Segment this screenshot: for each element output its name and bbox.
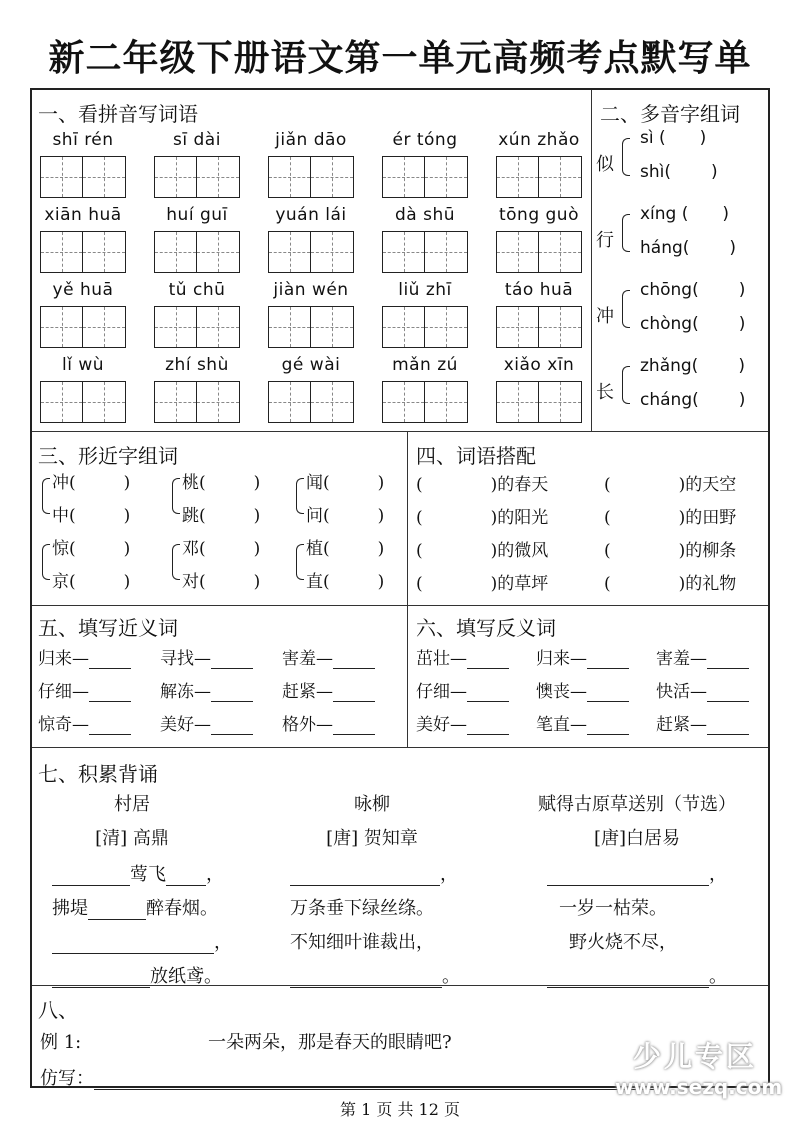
example-label: 例 1: <box>40 1032 82 1053</box>
writing-boxes[interactable] <box>496 381 582 423</box>
antonym-item[interactable]: 茁壮— <box>416 644 509 669</box>
poem-line: ， <box>290 860 458 886</box>
writing-boxes[interactable] <box>496 156 582 198</box>
pinyin-label: xún zhǎo <box>498 130 580 150</box>
similar-char-item[interactable]: 跳( ) <box>182 506 261 526</box>
section-heading: 三、形近字组词 <box>38 444 178 468</box>
poem-line: 一岁一枯荣。 <box>559 898 667 919</box>
writing-boxes[interactable] <box>496 231 582 273</box>
word-match-item[interactable]: ( )的天空 <box>604 475 737 495</box>
poem-line: ， <box>547 860 727 886</box>
pinyin-label: dà shū <box>394 205 456 225</box>
word-match-item[interactable]: ( )的田野 <box>604 508 737 528</box>
poem-line: 万条垂下绿丝绦。 <box>290 898 434 919</box>
pinyin-label: xiān huā <box>44 205 122 225</box>
pinyin-label: zhí shù <box>165 355 229 375</box>
similar-char-item[interactable]: 植( ) <box>306 539 385 559</box>
poem-title: 咏柳 <box>354 794 390 815</box>
pinyin-label: táo huā <box>504 280 574 300</box>
pinyin-label: huí guī <box>166 205 228 225</box>
poem-line: 放纸鸢。 <box>52 962 222 988</box>
pinyin-label: jiǎn dāo <box>275 130 347 150</box>
poem-author: [清] 高鼎 <box>95 828 169 849</box>
pinyin-label: yě huā <box>52 280 114 300</box>
antonym-item[interactable]: 美好— <box>416 710 509 735</box>
pinyin-label: sī dài <box>173 130 221 150</box>
poem-line: 拂堤 醉春烟。 <box>52 898 218 919</box>
writing-boxes[interactable] <box>40 231 126 273</box>
polyphonic-reading[interactable]: zhǎng( ) <box>640 356 745 376</box>
writing-boxes[interactable] <box>40 306 126 348</box>
synonym-item[interactable]: 惊奇— <box>38 710 131 735</box>
similar-char-item[interactable]: 直( ) <box>306 572 385 592</box>
word-match-item[interactable]: ( )的春天 <box>416 475 549 495</box>
writing-boxes[interactable] <box>154 156 240 198</box>
brace-icon <box>172 544 180 580</box>
pinyin-label: ér tóng <box>392 130 458 150</box>
pinyin-label: yuán lái <box>275 205 347 225</box>
section-similar-chars <box>32 432 408 606</box>
writing-boxes[interactable] <box>382 381 468 423</box>
writing-boxes[interactable] <box>154 381 240 423</box>
writing-boxes[interactable] <box>40 381 126 423</box>
writing-boxes[interactable] <box>382 156 468 198</box>
pinyin-label: lǐ wù <box>61 355 105 375</box>
brace-icon <box>622 138 630 176</box>
poem-title: 村居 <box>114 794 150 815</box>
pinyin-label: jiàn wén <box>273 280 349 300</box>
polyphonic-reading[interactable]: cháng( ) <box>640 390 746 410</box>
polyphonic-char: 似 <box>596 154 614 175</box>
imitate-line: 仿写： <box>40 1064 654 1090</box>
section-antonyms <box>408 606 768 748</box>
brace-icon <box>622 214 630 252</box>
word-match-item[interactable]: ( )的礼物 <box>604 574 737 594</box>
polyphonic-reading[interactable]: sì ( ) <box>640 128 707 148</box>
synonym-item[interactable]: 寻找— <box>160 644 253 669</box>
synonym-item[interactable]: 赶紧— <box>282 677 375 702</box>
page-number: 第 1 页 共 12 页 <box>340 1100 460 1119</box>
section-word-match <box>408 432 768 606</box>
pinyin-label: tǔ chū <box>168 280 226 300</box>
polyphonic-char: 长 <box>596 382 614 403</box>
section-pinyin <box>32 90 592 432</box>
synonym-item[interactable]: 格外— <box>282 710 375 735</box>
polyphonic-reading[interactable]: shì( ) <box>640 162 718 182</box>
example-sentence: 一朵两朵，那是春天的眼睛吧? <box>208 1032 452 1053</box>
word-match-item[interactable]: ( )的草坪 <box>416 574 549 594</box>
poem-line: 莺飞 ， <box>52 860 224 886</box>
poem-line: 。 <box>547 962 727 988</box>
writing-boxes[interactable] <box>382 306 468 348</box>
brace-icon <box>622 290 630 328</box>
word-match-item[interactable]: ( )的微风 <box>416 541 549 561</box>
section-heading: 一、看拼音写词语 <box>38 102 198 126</box>
brace-icon <box>296 478 304 514</box>
section-heading: 七、积累背诵 <box>38 762 158 786</box>
section-heading: 六、填写反义词 <box>416 616 556 640</box>
pinyin-label: gé wài <box>281 355 341 375</box>
poem-line: 野火烧不尽， <box>569 932 677 953</box>
polyphonic-reading[interactable]: chòng( ) <box>640 314 746 334</box>
poem-author: [唐]白居易 <box>593 828 681 849</box>
section-heading: 四、词语搭配 <box>416 444 536 468</box>
polyphonic-reading[interactable]: xíng ( ) <box>640 204 730 224</box>
watermark-url: www.sezq.com <box>615 1075 783 1099</box>
section-recitation <box>32 748 768 986</box>
writing-boxes[interactable] <box>496 306 582 348</box>
section-heading: 八、 <box>38 998 78 1022</box>
similar-char-item[interactable]: 冲( ) <box>52 473 131 493</box>
antonym-item[interactable]: 仔细— <box>416 677 509 702</box>
poem-line: 不知细叶谁裁出， <box>290 932 434 953</box>
section-synonyms <box>32 606 408 748</box>
writing-boxes[interactable] <box>40 156 126 198</box>
poem-title: 赋得古原草送别（节选） <box>538 794 736 815</box>
section-polyphonic <box>592 90 768 432</box>
similar-char-item[interactable]: 京( ) <box>52 572 131 592</box>
writing-boxes[interactable] <box>268 156 354 198</box>
antonym-item[interactable]: 懊丧— <box>536 677 629 702</box>
brace-icon <box>172 478 180 514</box>
similar-char-item[interactable]: 邓( ) <box>182 539 261 559</box>
pinyin-label: xiǎo xīn <box>503 355 575 375</box>
brace-icon <box>42 544 50 580</box>
page-title: 新二年级下册语文第一单元高频考点默写单 <box>48 38 752 79</box>
similar-char-item[interactable]: 对( ) <box>182 572 261 592</box>
antonym-item[interactable]: 赶紧— <box>656 710 749 735</box>
writing-boxes[interactable] <box>154 306 240 348</box>
antonym-item[interactable]: 快活— <box>656 677 749 702</box>
synonym-item[interactable]: 害羞— <box>282 644 375 669</box>
poem-line: 。 <box>290 962 460 988</box>
writing-boxes[interactable] <box>154 231 240 273</box>
polyphonic-reading[interactable]: chōng( ) <box>640 280 746 300</box>
similar-char-item[interactable]: 问( ) <box>306 506 385 526</box>
section-heading: 二、多音字组词 <box>600 102 740 126</box>
poem-author: [唐] 贺知章 <box>326 828 418 849</box>
writing-boxes[interactable] <box>268 381 354 423</box>
writing-boxes[interactable] <box>382 231 468 273</box>
pinyin-label: tōng guò <box>498 205 579 225</box>
antonym-item[interactable]: 害羞— <box>656 644 749 669</box>
pinyin-label: liǔ zhī <box>398 280 452 300</box>
similar-char-item[interactable]: 桃( ) <box>182 473 261 493</box>
synonym-item[interactable]: 仔细— <box>38 677 131 702</box>
poem-line: ， <box>52 928 232 954</box>
antonym-item[interactable]: 笔直— <box>536 710 629 735</box>
similar-char-item[interactable]: 中( ) <box>52 506 131 526</box>
brace-icon <box>296 544 304 580</box>
synonym-item[interactable]: 解冻— <box>160 677 253 702</box>
word-match-item[interactable]: ( )的阳光 <box>416 508 549 528</box>
watermark-brand: 少儿专区 <box>632 1040 757 1073</box>
polyphonic-reading[interactable]: háng( ) <box>640 238 737 258</box>
brace-icon <box>622 366 630 404</box>
pinyin-label: shī rén <box>52 130 114 150</box>
section-heading: 五、填写近义词 <box>38 616 178 640</box>
polyphonic-char: 行 <box>596 230 614 251</box>
brace-icon <box>42 478 50 514</box>
similar-char-item[interactable]: 惊( ) <box>52 539 131 559</box>
writing-boxes[interactable] <box>268 306 354 348</box>
synonym-item[interactable]: 美好— <box>160 710 253 735</box>
polyphonic-char: 冲 <box>596 306 614 327</box>
synonym-item[interactable]: 归来— <box>38 644 131 669</box>
antonym-item[interactable]: 归来— <box>536 644 629 669</box>
pinyin-label: mǎn zú <box>392 355 458 375</box>
worksheet-frame <box>30 88 770 1088</box>
word-match-item[interactable]: ( )的柳条 <box>604 541 737 561</box>
similar-char-item[interactable]: 闻( ) <box>306 473 385 493</box>
watermark <box>615 1035 783 1099</box>
writing-boxes[interactable] <box>268 231 354 273</box>
